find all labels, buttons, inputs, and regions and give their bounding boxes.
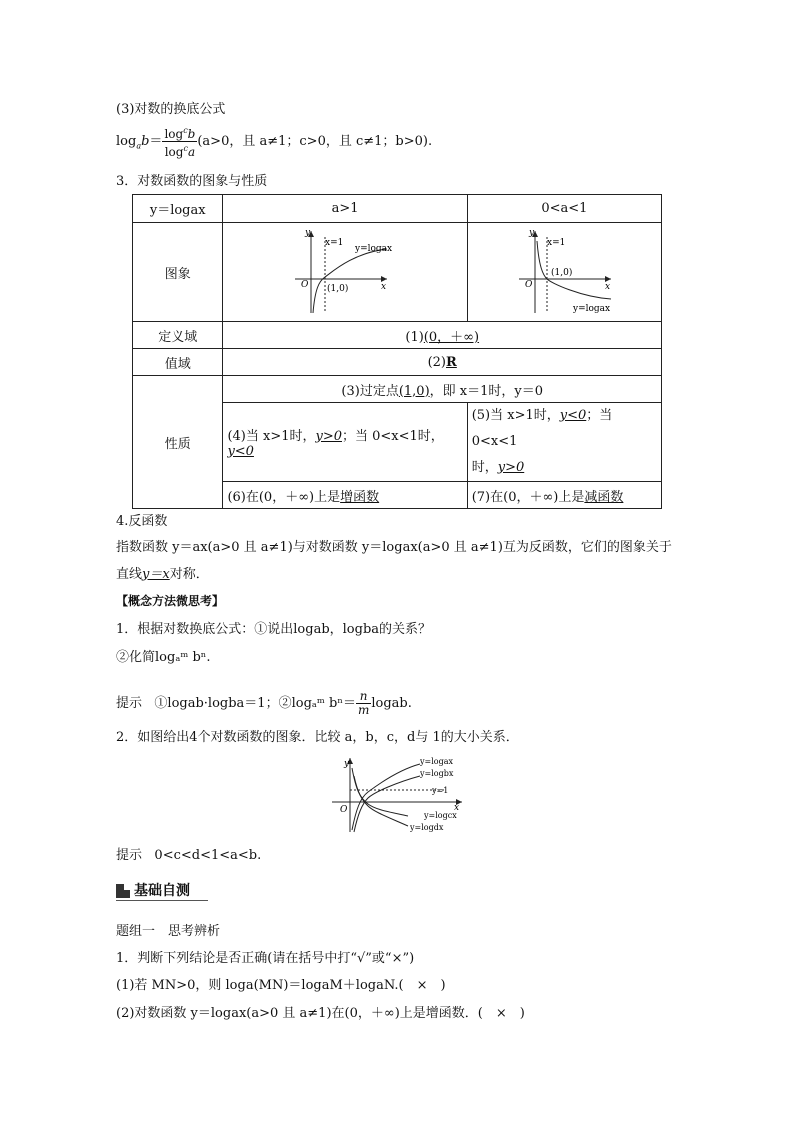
row-domain-label: 定义域 bbox=[133, 322, 223, 349]
fig2-label-c: y=logcx bbox=[424, 811, 457, 820]
prop6-cell: (6)在(0，＋∞)上是增函数 bbox=[223, 482, 467, 509]
graph1-x-label: x bbox=[381, 282, 387, 292]
graph1-y-label: y bbox=[305, 228, 311, 238]
section-square-icon bbox=[116, 884, 130, 898]
graph2-origin: O bbox=[525, 280, 533, 290]
graph-increasing-cell bbox=[223, 223, 467, 322]
concept-title: 【概念方法微思考】 bbox=[116, 594, 225, 608]
graph2-curve-label: y=logax bbox=[573, 304, 611, 314]
graph2-point-label: (1,0) bbox=[551, 268, 573, 278]
graph-increasing bbox=[227, 223, 463, 317]
fig2-origin: O bbox=[340, 805, 348, 815]
graph1-x1-label: x=1 bbox=[325, 238, 344, 248]
graph1-curve-label: y=logax bbox=[355, 244, 393, 254]
basic-group: 题组一 思考辨析 bbox=[116, 924, 221, 939]
prop7-cell: (7)在(0，＋∞)上是减函数 bbox=[467, 482, 661, 509]
formula-lhs: $\log_ab$ bbox=[116, 134, 150, 151]
concept-q1b: ②化简logₐᵐ bⁿ. bbox=[116, 650, 211, 665]
fig2-x-label: x bbox=[454, 803, 460, 813]
header-a-gt-1: a>1 bbox=[223, 195, 467, 223]
basic-q1: 1．判断下列结论是否正确(请在括号中打“√”或“×”) bbox=[116, 951, 415, 966]
inverse-line2: 直线y＝x对称． bbox=[116, 567, 209, 582]
graph2-x1-label: x=1 bbox=[547, 238, 566, 248]
section-divider bbox=[116, 900, 208, 901]
basic-item1: (1)若 MN>0，则 loga(MN)＝logaM＋logaN.( × ) bbox=[116, 978, 446, 993]
header-a-lt-1: 0<a<1 bbox=[467, 195, 661, 223]
fig2-y-label: y bbox=[344, 759, 350, 769]
row-graph-label: 图象 bbox=[133, 223, 223, 322]
fig2-label-d: y=logdx bbox=[410, 823, 444, 832]
graph-decreasing-cell bbox=[467, 223, 661, 322]
four-log-curves-figure bbox=[328, 754, 468, 834]
graph1-point-label: (1,0) bbox=[327, 284, 349, 294]
row-domain-value: (1)(0，＋∞) bbox=[223, 322, 662, 349]
fig2-label-b: y=logbx bbox=[420, 769, 454, 778]
header-func: y＝logax bbox=[133, 195, 223, 223]
row-range-value: (2)R bbox=[223, 349, 662, 376]
change-of-base-heading: (3)对数的换底公式 bbox=[116, 102, 226, 117]
basic-item2: (2)对数函数 y＝logax(a>0 且 a≠1)在(0，＋∞)上是增函数．( × ) bbox=[116, 1006, 525, 1021]
graph-decreasing bbox=[471, 223, 657, 317]
log-properties-table bbox=[132, 194, 662, 509]
row-property-label: 性质 bbox=[133, 376, 223, 509]
prop5-cell: (5)当 x>1时，y<0；当 0<x<1 时，y>0 bbox=[467, 403, 661, 482]
fixed-point-cell: (3)过定点(1,0)，即 x＝1时，y＝0 bbox=[223, 376, 662, 403]
graph2-y-label: y bbox=[529, 228, 535, 238]
concept-hint2: 提示 0<c<d<1<a<b. bbox=[116, 848, 262, 863]
graph1-origin: O bbox=[301, 280, 309, 290]
prop4-cell: (4)当 x>1时，y>0；当 0<x<1时，y<0 bbox=[223, 403, 467, 482]
formula-fraction: $\frac{\log^cb}{\log^ca}$ bbox=[164, 126, 196, 159]
fig2-label-a: y=logax bbox=[420, 757, 453, 766]
concept-q1: 1．根据对数换底公式：①说出logab，logba的关系？ bbox=[116, 622, 432, 637]
concept-q2: 2．如图给出4个对数函数的图象．比较 a，b，c，d与 1的大小关系． bbox=[116, 730, 519, 745]
fig2-label-1: y=1 bbox=[432, 786, 449, 795]
concept-hint1: 提示 ①logab·logba＝1；②logₐᵐ bⁿ＝ $\frac{n}{m}$ logab. bbox=[116, 689, 412, 717]
inverse-line1: 指数函数 y＝ax(a>0 且 a≠1)与对数函数 y＝logax(a>0 且 a≠1)互为反函数，它们的图象关于 bbox=[116, 540, 672, 555]
graph-section-title: 3．对数函数的图象与性质 bbox=[116, 174, 268, 189]
inverse-title: 4.反函数 bbox=[116, 514, 168, 529]
formula-condition: (a>0，且 a≠1；c>0，且 c≠1；b>0). bbox=[197, 134, 433, 149]
basic-section-header: 基础自测 bbox=[116, 880, 190, 900]
change-of-base-formula: $\log_ab=$ $\frac{\log^cb}{\log^ca}$ (a>0，且 a≠1；c>0，且 c≠1；b>0). bbox=[116, 126, 433, 159]
graph2-x-label: x bbox=[605, 282, 611, 292]
row-range-label: 值域 bbox=[133, 349, 223, 376]
